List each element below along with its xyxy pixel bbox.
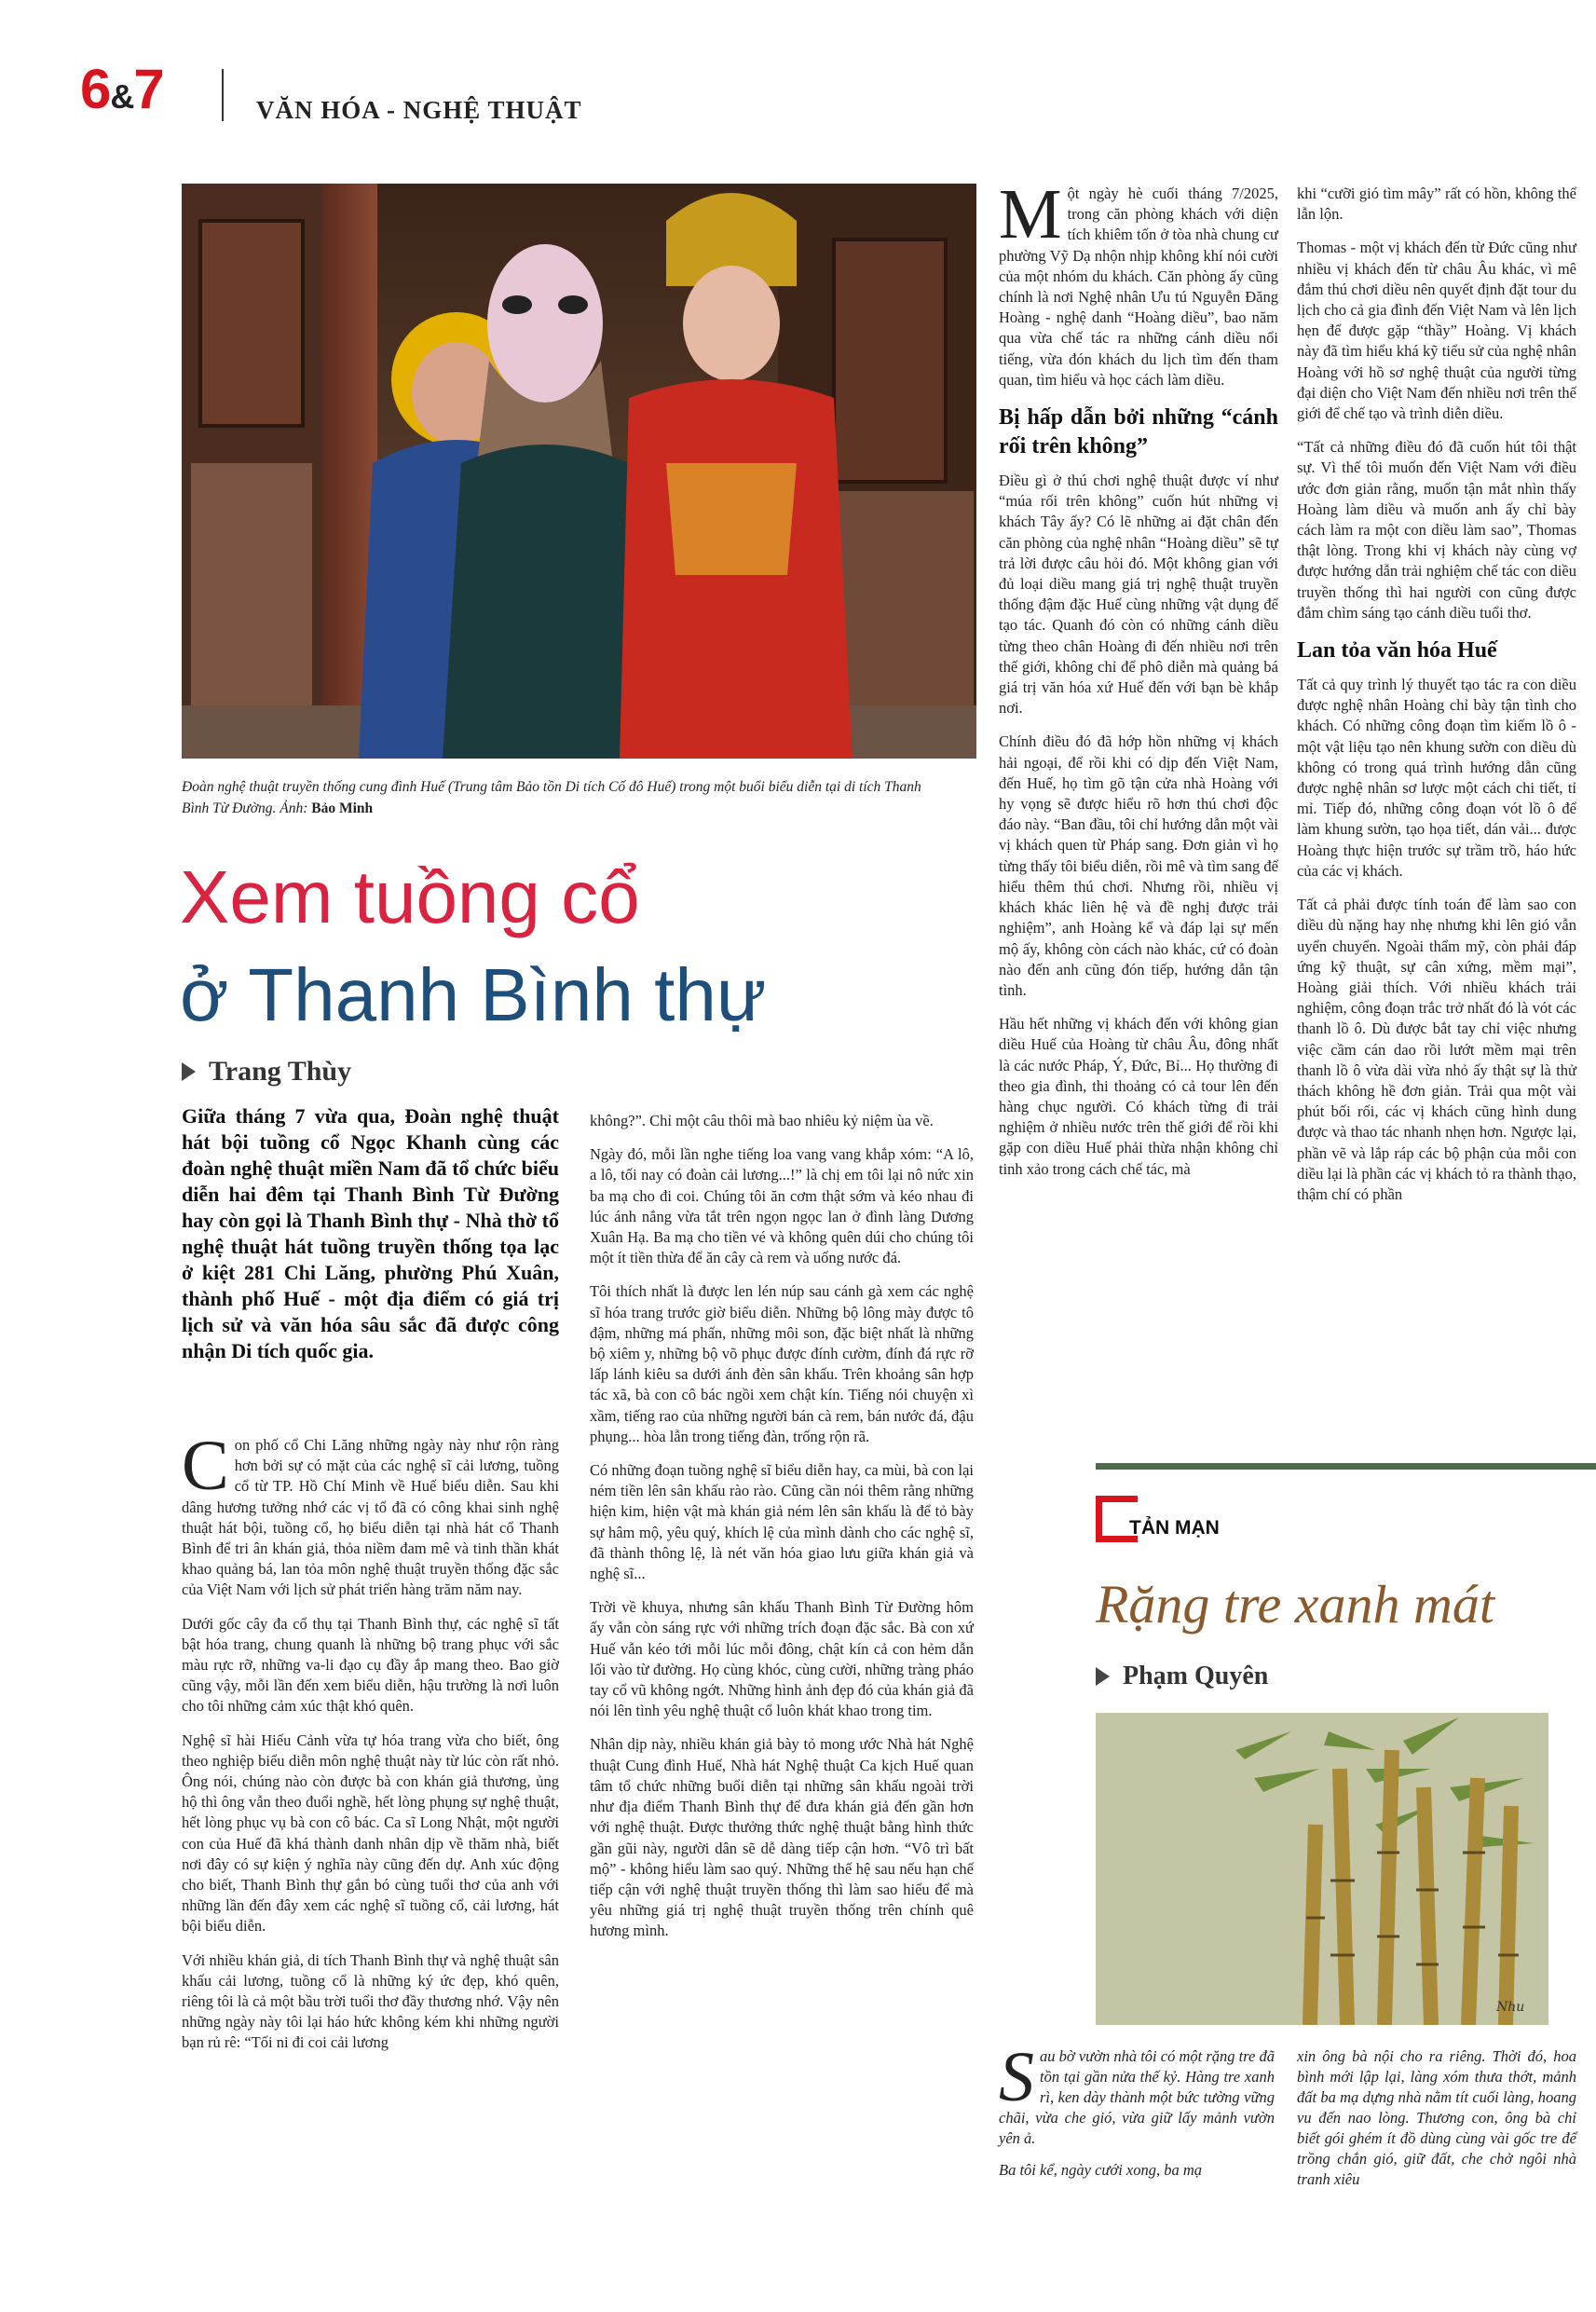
- paragraph: Sau bờ vườn nhà tôi có một rặng tre đã tồn tại gần nửa thế kỷ. Hàng tre xanh rì, ken dày thành một bức tường vững chãi, vừa che gió, vừa giữ lấy mảnh vườn yên ả.: [999, 2038, 1275, 2147]
- byline-triangle-icon: [1096, 1667, 1110, 1686]
- photo-caption: [182, 776, 927, 819]
- tanman-byline: [1096, 1662, 1268, 1691]
- bamboo-illustration: [1096, 1713, 1548, 2025]
- page-number-amp: &: [110, 77, 134, 116]
- page-number: [80, 58, 164, 120]
- paragraph: khi “cưỡi gió tìm mây” rất có hồn, không thể lẫn lộn.: [1297, 185, 1576, 224]
- page-number-right: 7: [133, 58, 164, 120]
- page-number-left: 6: [80, 58, 111, 120]
- paragraph: không?”. Chỉ một câu thôi mà bao nhiêu kỷ niệm ùa về.: [590, 1112, 934, 1129]
- tanman-author: Phạm Quyên: [1123, 1662, 1269, 1690]
- paragraph: Chính điều đó đã hớp hồn những vị khách hải ngoại, để rồi khi có dịp đến Việt Nam, đến Huế, họ tìm gõ tận cửa nhà Hoàng với hy vọng sẽ được hiểu rõ hơn thú chơi độc đáo này. “Ban đầu, tôi chỉ hướng dẫn một vài vị khách quen từ Pháp sang. Đơn giản vì họ từng thấy tôi biểu diễn, rồi mê và tìm sang để hiểu thêm thú chơi. Nhưng rồi, nhiều vị khách khác liên hệ và đề nghị được trải nghiệm”, anh Hoàng kể và đáp lại sự mến mộ ấy, không còn cách nào khác, cứ có đoàn nào đến anh cũng đón tiếp, hướng dẫn tận tình.: [999, 732, 1278, 999]
- feature-column-4: [1297, 184, 1576, 1218]
- tanman-column-1: [999, 2038, 1275, 2192]
- paragraph: Có những đoạn tuồng nghệ sĩ biểu diễn hay, ca mùi, bà con lại ném tiền lên sân khấu rào rào. Cũng cần nói thêm rằng những hiện kim, hiện vật mà khán giả ném lên sân khấu là để tỏ bày sự hâm mộ, yêu quý, khích lệ của mình dành cho các nghệ sĩ, đã thành thông lệ, là nét văn hóa giao lưu giữa khán giả và nghệ sĩ...: [590, 1461, 974, 1583]
- paragraph: Trời về khuya, nhưng sân khấu Thanh Bình Từ Đường hôm ấy vẫn còn sáng rực với những trích đoạn đặc sắc. Bà con xứ Huế vẫn kéo tới mỗi lúc mỗi đông, chật kín cả con hẻm dẫn lối vào từ đường. Họ cùng khóc, cùng cười, những tràng pháo tay cổ vũ không ngớt. Những hình ảnh đẹp đó của khán giả đã nói lên tình yêu nghệ thuật cổ luôn khát khao trong tim.: [590, 1598, 974, 1720]
- tanman-label: TẢN MẠN: [1129, 1517, 1220, 1539]
- title-line-1: Xem tuồng cổ: [180, 855, 640, 938]
- photo-illustration: [182, 184, 976, 759]
- tanman-title: Rặng tre xanh mát: [1096, 1574, 1494, 1635]
- paragraph: Với nhiều khán giả, di tích Thanh Bình thự và nghệ thuật sân khấu cải lương, tuồng cổ là những ký ức đẹp, khó quên, riêng tôi là cả một bầu trời tuổi thơ đầy thương nhớ. Vậy nên những ngày này tôi lại háo hức không kém khi những người bạn rủ rê: “Tối ni đi coi cải lương: [182, 1950, 559, 2052]
- paragraph: Tất cả quy trình lý thuyết tạo tác ra con diều được nghệ nhân Hoàng chỉ bày tận tình cho khách. Có những công đoạn tìm kiếm lồ ô - một vật liệu tạo nên khung sườn con diều dù không có trong quá trình hướng dẫn cũng được nghệ nhân sơ lược một cách chi tiết, tỉ mỉ. Tiếp đó, những công đoạn vót lồ ô để làm khung sườn, tạo họa tiết, dán vải... được Hoàng thực hiện trước sự trầm trồ, háo hức của các vị khách.: [1297, 676, 1576, 880]
- article-column-2: [590, 1111, 974, 1955]
- article-title: [180, 848, 766, 1044]
- article-lead: Giữa tháng 7 vừa qua, Đoàn nghệ thuật hát bội tuồng cổ Ngọc Khanh cùng các đoàn nghệ thuật miền Nam đã tổ chức biểu diễn hai đêm tại Thanh Bình Từ Đường hay còn gọi là Thanh Bình thự - Nhà thờ tổ nghệ thuật hát tuồng truyền thống tọa lạc ở kiệt 281 Chi Lăng, phường Phú Xuân, thành phố Huế - một địa điểm có giá trị lịch sử và văn hóa sâu sắc đã được công nhận Di tích quốc gia.: [182, 1104, 559, 1362]
- performers-photo: [182, 184, 976, 759]
- title-line-2: ở Thanh Bình thự: [180, 953, 767, 1036]
- paragraph: Nghệ sĩ hài Hiếu Cảnh vừa tự hóa trang vừa cho biết, ông theo nghiệp biểu diễn môn nghệ thuật này từ lúc còn rất nhỏ. Ông nói, chúng nào còn được bà con khán giả thương, ủng hộ thì ông vẫn theo đuổi nghề, hết lòng phụng sự nghệ thuật, hết lòng phục vụ bà con cô bác. Ca sĩ Long Nhật, một người con của Huế đã khá thành danh nhân dịp về thăm nhà, biết nơi đây có sự kiện ý nghĩa này cũng đến dự. Anh xúc động cho biết, Thanh Bình thự gắn bó cùng tuổi thơ của anh với những lần đến đây xem các nghệ sĩ tuồng cổ, cải lương, hát bội biểu diễn.: [182, 1731, 559, 1936]
- header-divider: [222, 69, 224, 121]
- paragraph: xin ông bà nội cho ra riêng. Thời đó, hoa bình mới lập lại, làng xóm thưa thớt, mảnh đất ba mạ dựng nhà nằm tít cuối làng, hoang vu đến nao lòng. Thương con, ông bà chỉ biết gói ghém ít đồ dùng cùng vài gốc tre để trồng chắn gió, giữ đất, che chở ngôi nhà tranh xiêu: [1297, 2047, 1576, 2188]
- paragraph: Tất cả phải được tính toán để làm sao con diều dù nặng hay nhẹ nhưng khi lên gió vẫn uyển chuyển. Ngoài thẩm mỹ, còn phải đáp ứng kỹ thuật, sự cân xứng, mềm mại”, Hoàng giải thích. Với nhiều khách trải nghiệm, công đoạn trắc trở nhất đó là vót các thanh lồ ô. Dù được bắt tay chỉ việc nhưng việc cầm cán dao rồi lướt mềm mại trên thanh lồ ô vừa dài vừa nhỏ ấy thật sự là thử thách không hề đơn giản. Trải qua một vài phút bối rối, các vị khách cũng hình dung được và thao tác nhanh nhẹn hơn. Ngược lại, phần vẽ và lắp ráp các bộ phận của mỗi con diều lại là phần các vị khách tỏ ra thành thạo, thậm chí có phần: [1297, 896, 1576, 1203]
- paragraph: “Tất cả những điều đó đã cuốn hút tôi thật sự. Vì thế tôi muốn đến Việt Nam với điều ước đơn giản rằng, muốn tận mắt nhìn thấy Hoàng làm diều và muốn anh ấy chỉ bày cách làm ra một con diều làm sao”, Thomas thật lòng. Trong khi vị khách này cùng vợ được hướng dẫn trải nghiệm chế tác con diều truyền thống thì hai người con cũng được đắm chìm sáng tạo cánh diều tuổi thơ.: [1297, 438, 1576, 622]
- article-byline: [182, 1056, 351, 1088]
- feature-column-3: [999, 175, 1278, 1193]
- paragraph: Tôi thích nhất là được len lén núp sau cánh gà xem các nghệ sĩ hóa trang trước giờ biểu diễn. Những bộ lông mày được tô đậm, những má phấn, những môi son, đặc biệt nhất là những bộ xiêm y, những bộ võ phục được đính cườm, đính đá rực rỡ lấp lánh kiêu sa dưới ánh đèn sân khấu. Trên khoảng sân hợp tác xã, bà con cô bác ngồi xem chật kín. Tiếng nói chuyện xì xầm, tiếng rao của những người bán cà rem, bán nước đá, đậu phụng... hòa lẫn trong tiếng đàn, trống rộn rã.: [590, 1282, 974, 1445]
- section-title: VĂN HÓA - NGHỆ THUẬT: [256, 96, 582, 124]
- feature-subheading-2: Lan tỏa văn hóa Huế: [1297, 638, 1497, 664]
- artist-signature: Nhu: [1496, 2000, 1525, 2015]
- feature-subheading-1: Bị hấp dẫn bởi những “cánh rối trên không”: [999, 405, 1278, 459]
- caption-text: Đoàn nghệ thuật truyền thống cung đình Huế (Trung tâm Bảo tồn Di tích Cố đô Huế) trong một buổi biểu diễn tại di tích Thanh Bình Từ Đường. Ảnh:: [182, 779, 921, 816]
- paragraph: Con phố cổ Chi Lăng những ngày này như rộn ràng hơn bởi sự có mặt của các nghệ sĩ cải lương, tuồng cổ từ TP. Hồ Chí Minh về Huế biểu diễn. Sau khi dâng hương tưởng nhớ các vị tổ đã có công khai sinh nghệ thuật hát bội, tuồng cổ, họ biểu diễn tại nhà hát cổ Thanh Bình để tri ân khán giả, thỏa niềm đam mê và tinh thần khát khao quảng bá, lan tỏa môn nghệ thuật truyền thống đặc sắc của Việt Nam với lịch sử phát triển hàng trăm năm nay.: [182, 1427, 559, 1599]
- paragraph: Dưới gốc cây đa cổ thụ tại Thanh Bình thự, các nghệ sĩ tất bật hóa trang, chung quanh là những bộ trang phục với sắc màu rực rỡ, những va-li đạo cụ đầy ắp mang theo. Bao giờ cũng vậy, mỗi lần đến xem biểu diễn, hậu trường là nơi luôn cho tôi những cảm xúc thật khó quên.: [182, 1614, 559, 1716]
- section-divider: [1096, 1463, 1596, 1470]
- byline-triangle-icon: [182, 1062, 196, 1081]
- paragraph: Nhân dịp này, nhiều khán giả bày tỏ mong ước Nhà hát Nghệ thuật Cung đình Huế, Nhà hát Nghệ thuật Ca kịch Huế quan tâm tổ chức những buổi diễn tại những sân khấu ngoài trời như địa điểm Thanh Bình thự để đưa khán giả đến gần hơn với nghệ thuật. Được thưởng thức nghệ thuật bằng hình thức gần gũi này, người dân sẽ dễ dàng tiếp cận hơn. “Vô trì bất mộ” - không hiểu làm sao quý. Những thế hệ sau nếu hạn chế tiếp cận với nghệ thuật truyền thống thì làm sao hiểu để mà yêu những giá trị nghệ thuật truyền thống trên chính quê hương mình.: [590, 1735, 974, 1940]
- bamboo-drawing: [1096, 1713, 1548, 2025]
- paragraph: Ngày đó, mỗi lần nghe tiếng loa vang vang khắp xóm: “A lô, a lô, tối nay có đoàn cải lương...!” là chị em tôi lại nô nức xin ba mạ cho đi coi. Chúng tôi ăn cơm thật sớm và kéo nhau đi lúc ánh nắng vừa tắt trên ngọn ngọc lan ở đình làng Dương Xuân Hạ. Ba mạ cho tiền vé và không quên dúi cho chúng tôi một ít tiền thừa để ăn cây cà rem và uống nước đá.: [590, 1145, 974, 1267]
- paragraph: Một ngày hè cuối tháng 7/2025, trong căn phòng khách với diện tích khiêm tốn ở tòa nhà chung cư phường Vỹ Dạ nhộn nhịp không khí nói cười của một nhóm du khách. Căn phòng ấy cũng chính là nơi Nghệ nhân Ưu tú Nguyễn Đăng Hoàng - nghệ danh “Hoàng diều”, bao năm qua vừa chế tác ra những cánh diều nổi tiếng, vừa đón khách du lịch tìm đến tham quan, tìm hiểu và học cách làm diều.: [999, 175, 1278, 389]
- photo-credit: Bảo Minh: [311, 800, 374, 816]
- paragraph: Thomas - một vị khách đến từ Đức cũng như nhiều vị khách đến từ châu Âu khác, vì mê đắm thú chơi diều nên quyết định đặt tour du lịch cho cả gia đình đến Việt Nam và lên lịch hẹn để được gặp “thầy” Hoàng. Vị khách này đã tìm hiểu khá kỹ tiểu sử của nghệ nhân Hoàng với hồ sơ nghệ thuật của người từng đại diện cho Việt Nam đến nhiều nơi trên thế giới để chế tạo và trình diễn diều.: [1297, 239, 1576, 423]
- author-name: Trang Thùy: [209, 1056, 352, 1087]
- tanman-column-2: [1297, 2046, 1576, 2201]
- article-column-1: [182, 1427, 559, 2067]
- paragraph: Hầu hết những vị khách đến với không gian diều Huế của Hoàng từ châu Âu, đông nhất là các nước Pháp, Ý, Đức, Bỉ... Họ thường đi theo gia đình, thi thoảng có cả tour lên đến hàng chục người. Có khách từng đi trải nghiệm ở nhiều nước trên thế giới để rồi khi gặp con diều Huế phải thừa nhận không chỉ tinh xảo trong cách chế tác, mà: [999, 1015, 1278, 1178]
- paragraph: Điều gì ở thú chơi nghệ thuật được ví như “múa rối trên không” cuốn hút những vị khách Tây ấy? Có lẽ những ai đặt chân đến căn phòng của nghệ nhân “Hoàng diều” sẽ tự trả lời được câu hỏi đó. Một không gian với đủ loại diều mang giá trị nghệ thuật truyền thống đậm đặc Huế cùng những vật dụng để tạo tác. Quanh đó còn có những cánh diều từng theo chân Hoàng đi đến nhiều nơi trên thế giới, không chỉ để phô diễn mà quảng bá giá trị văn hóa xứ Huế đến với bạn bè khắp nơi.: [999, 472, 1278, 718]
- paragraph: Ba tôi kể, ngày cưới xong, ba mạ: [999, 2161, 1203, 2179]
